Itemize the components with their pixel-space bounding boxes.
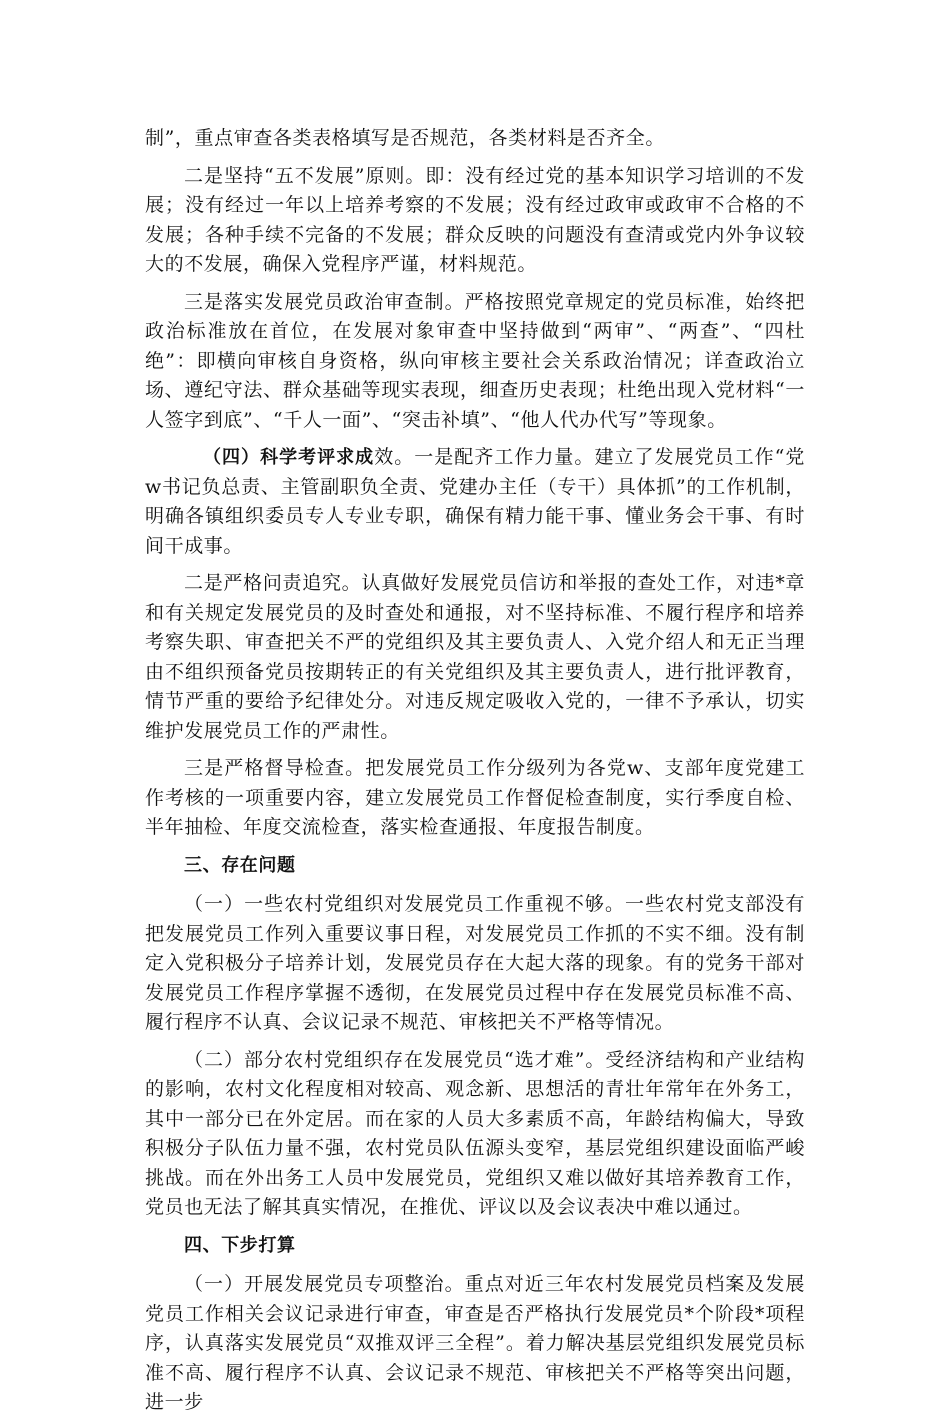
paragraph-problem-1: （一）一些农村党组织对发展党员工作重视不够。一些农村党支部没有把发展党员工作列入重要议事日程，对发展党员工作抓的不实不细。没有制定入党积极分子培养计划，发展党员存在大起大落的现象。有的党务干部对发展党员工作程序掌握不透彻，在发展党员过程中存在发展党员标准不高、履行程序不认真、会议记录不规范、审核把关不严格等情况。 (145, 893, 805, 1033)
paragraph-4-body: 效。一是配齐工作力量。建立了发展党员工作“党w书记负总责、主管副职负全责、党建办主任（专干）具体抓”的工作机制，明确各镇组织委员专人专业专职，确保有精力能干事、懂业务会干事、有时间干成事。 (145, 446, 805, 557)
paragraph-political-review: 三是落实发展党员政治审查制。严格按照党章规定的党员标准，始终把政治标准放在首位，在发展对象审查中坚持做到“两审”、“两查”、“四杜绝”：即横向审核自身资格，纵向审核主要社会关系政治情况；详查政治立场、遵纪守法、群众基础等现实表现，细查历史表现；杜绝出现入党材料“一人签字到底”、“千人一面”、“突击补填”、“他人代办代写”等现象。 (145, 290, 805, 431)
paragraph-supervision: 三是严格督导检查。把发展党员工作分级列为各党w、支部年度党建工作考核的一项重要内容，建立发展党员工作督促检查制度，实行季度自检、半年抽检、年度交流检查，落实检查通报、年度报告制度。 (145, 757, 805, 838)
paragraph-problem-2: （二）部分农村党组织存在发展党员“选才难”。受经济结构和产业结构的影响，农村文化程度相对较高、观念新、思想活的青壮年常年在外务工，其中一部分已在外定居。而在家的人员大多素质不高，年龄结构偏大，导致积极分子队伍力量不强，农村党员队伍源头变窄，基层党组织建设面临严峻挑战。而在外出务工人员中发展党员，党组织又难以做好其培养教育工作，党员也无法了解其真实情况，在推优、评议以及会议表决中难以通过。 (145, 1048, 805, 1218)
paragraph-next-step-1: （一）开展发展党员专项整治。重点对近三年农村发展党员档案及发展党员工作相关会议记录进行审查，审查是否严格执行发展党员*个阶段*项程序，认真落实发展党员“双推双评三全程”。着力解决基层党组织发展党员标准不高、履行程序不认真、会议记录不规范、审核把关不严格等突出问题，进一步 (145, 1273, 805, 1413)
heading-existing-problems: 三、存在问题 (184, 854, 296, 876)
paragraph-five-no-development: 二是坚持“五不发展”原则。即：没有经过党的基本知识学习培训的不发展；没有经过一年以上培养考察的不发展；没有经过政审或政审不合格的不发展；各种手续不完备的不发展；群众反映的问题没有查清或党内外争议较大的不发展，确保入党程序严谨，材料规范。 (145, 164, 805, 275)
heading-next-steps: 四、下步打算 (184, 1234, 296, 1256)
paragraph-scientific-evaluation (145, 443, 805, 561)
document-page (145, 124, 805, 1426)
section-lead-4: （四）科学考评求成 (203, 447, 375, 468)
paragraph-accountability: 二是严格问责追究。认真做好发展党员信访和举报的查处工作，对违*章和有关规定发展党员的及时查处和通报，对不坚持标准、不履行程序和培养考察失职、审查把关不严的党组织及其主要负责人、入党介绍人和无正当理由不组织预备党员按期转正的有关党组织及其主要负责人，进行批评教育，情节严重的要给予纪律处分。对违反规定吸收入党的，一律不予承认，切实维护发展党员工作的严肃性。 (145, 572, 805, 742)
paragraph-1: 制”，重点审查各类表格填写是否规范，各类材料是否齐全。 (145, 127, 665, 149)
